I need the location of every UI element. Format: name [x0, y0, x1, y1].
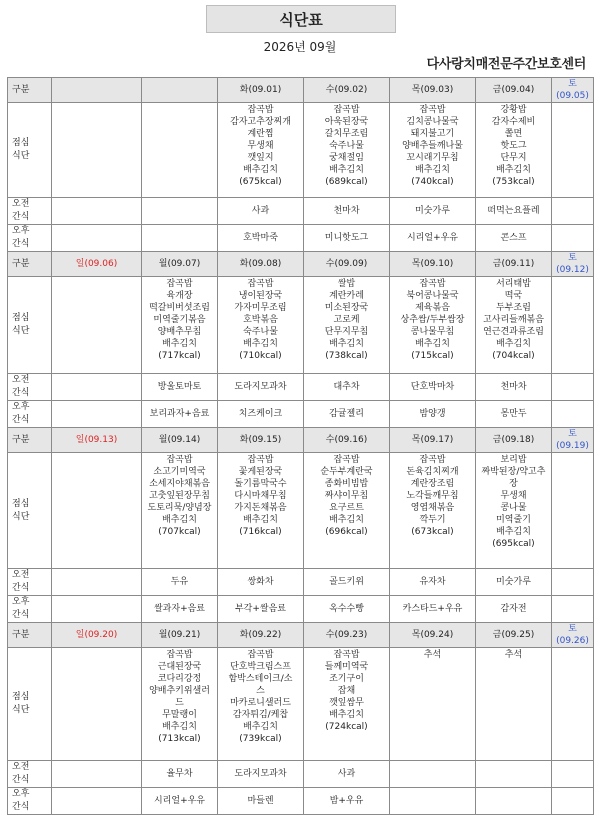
menu-item: 소고기미역국	[153, 467, 206, 477]
lunch-label: 점심 식단	[8, 277, 52, 374]
day-header: 토(09.12)	[552, 252, 594, 277]
pm-snack-cell: 부각+쌀음료	[218, 596, 304, 623]
day-header: 목(09.10)	[390, 252, 476, 277]
pm-snack-cell	[552, 788, 594, 815]
day-header: 목(09.17)	[390, 428, 476, 453]
lunch-menu-cell	[390, 103, 476, 198]
menu-item: 잡곡밥	[333, 650, 360, 660]
menu-item: 양배추무침	[157, 327, 202, 337]
menu-item: 강황밥	[500, 105, 527, 115]
menu-item: 다시마채무침	[234, 491, 287, 501]
menu-item: 잡곡밥	[166, 279, 193, 289]
am-snack-cell: 천마차	[476, 374, 552, 401]
week-header-row	[8, 78, 594, 103]
lunch-menu-cell	[390, 277, 476, 374]
lunch-menu-cell	[142, 453, 218, 569]
menu-item: (717kcal)	[158, 351, 201, 361]
day-header: 일(09.20)	[52, 623, 142, 648]
menu-item: 냉이된장국	[238, 291, 283, 301]
menu-item: (695kcal)	[492, 539, 535, 549]
menu-item: 잡곡밥	[333, 455, 360, 465]
lunch-menu-cell	[476, 103, 552, 198]
lunch-menu-cell	[142, 277, 218, 374]
menu-item: 콩나물	[500, 503, 527, 513]
menu-item: 잡곡밥	[419, 279, 446, 289]
menu-item: 코다리강정	[157, 674, 202, 684]
lunch-menu-cell	[552, 277, 594, 374]
lunch-menu-cell	[218, 103, 304, 198]
menu-item: (753kcal)	[492, 177, 535, 187]
menu-item: 잡곡밥	[333, 105, 360, 115]
menu-item: 배추김치	[243, 165, 278, 175]
pm-snack-cell: 보리과자+음료	[142, 401, 218, 428]
am-snack-cell: 두유	[142, 569, 218, 596]
day-header: 월(09.21)	[142, 623, 218, 648]
pm-snack-cell	[552, 225, 594, 252]
lunch-menu-cell	[476, 648, 552, 761]
menu-item: 떡국	[504, 291, 523, 301]
menu-item: 양배추키위샐러	[149, 686, 210, 696]
lunch-menu-cell	[552, 453, 594, 569]
menu-item: 고로케	[333, 315, 360, 325]
am-snack-row	[8, 761, 594, 788]
menu-item: 소세지야채볶음	[149, 479, 210, 489]
menu-item: 배추김치	[243, 722, 278, 732]
lunch-menu-cell	[552, 103, 594, 198]
day-header: 화(09.22)	[218, 623, 304, 648]
am-snack-cell: 방울토마토	[142, 374, 218, 401]
menu-item: 핫도그	[500, 141, 527, 151]
am-snack-cell	[476, 761, 552, 788]
menu-item: 김치콩나물국	[406, 117, 459, 127]
menu-item: 두부조림	[496, 303, 531, 313]
day-header: 화(09.08)	[218, 252, 304, 277]
menu-item: 스	[256, 686, 265, 696]
am-snack-cell: 단호박마차	[390, 374, 476, 401]
pm-snack-cell: 호박마죽	[218, 225, 304, 252]
lunch-row	[8, 648, 594, 761]
am-snack-cell	[52, 198, 142, 225]
menu-item: 돼지불고기	[410, 129, 455, 139]
am-snack-cell	[142, 198, 218, 225]
lunch-menu-cell	[304, 648, 390, 761]
lunch-menu-cell	[476, 277, 552, 374]
menu-item: 숙주나물	[329, 141, 364, 151]
lunch-menu-cell	[390, 648, 476, 761]
am-snack-label: 오전 간식	[8, 198, 52, 225]
day-header	[52, 78, 142, 103]
menu-item: 보리밥	[500, 455, 527, 465]
gubun-label: 구분	[8, 252, 52, 277]
menu-item: 북어콩나물국	[406, 291, 459, 301]
pm-snack-cell: 마들렌	[218, 788, 304, 815]
lunch-menu-cell	[142, 103, 218, 198]
menu-item: (675kcal)	[239, 177, 282, 187]
menu-item: 제육볶음	[415, 303, 450, 313]
am-snack-cell: 쌍화차	[218, 569, 304, 596]
lunch-menu-cell	[218, 277, 304, 374]
menu-item: 잡곡밥	[247, 105, 274, 115]
day-header: 월(09.14)	[142, 428, 218, 453]
pm-snack-cell	[552, 596, 594, 623]
am-snack-cell: 유자차	[390, 569, 476, 596]
menu-item: 꼬시래기무침	[406, 153, 459, 163]
pm-snack-cell	[52, 401, 142, 428]
week-header-row	[8, 252, 594, 277]
lunch-menu-cell	[304, 453, 390, 569]
menu-item: 단무지	[500, 153, 527, 163]
pm-snack-label: 오후 간식	[8, 401, 52, 428]
menu-item: (715kcal)	[411, 351, 454, 361]
lunch-menu-cell	[52, 453, 142, 569]
am-snack-label: 오전 간식	[8, 569, 52, 596]
menu-item: 도토리묵/양념장	[147, 503, 212, 513]
menu-item: 잡곡밥	[166, 455, 193, 465]
menu-item: 배추김치	[329, 339, 364, 349]
am-snack-cell: 율무차	[142, 761, 218, 788]
menu-item: 궁채절임	[329, 153, 364, 163]
pm-snack-cell: 콘스프	[476, 225, 552, 252]
menu-item: 배추김치	[496, 339, 531, 349]
menu-item: 배추김치	[243, 515, 278, 525]
day-header: 수(09.16)	[304, 428, 390, 453]
menu-item: 아욱된장국	[324, 117, 369, 127]
lunch-menu-cell	[52, 648, 142, 761]
lunch-row	[8, 103, 594, 198]
menu-item: 고춧잎된장무침	[149, 491, 210, 501]
am-snack-cell: 도라지모과차	[218, 374, 304, 401]
menu-item: 콩나물무침	[410, 327, 455, 337]
pm-snack-cell	[142, 225, 218, 252]
pm-snack-cell	[390, 788, 476, 815]
menu-item: 요구르트	[329, 503, 364, 513]
pm-snack-row	[8, 225, 594, 252]
menu-item: 양배추들깨나물	[402, 141, 463, 151]
menu-item: 감자튀김/케찹	[232, 710, 289, 720]
day-header: 월(09.07)	[142, 252, 218, 277]
menu-item: 돌기름막국수	[234, 479, 287, 489]
lunch-menu-cell	[390, 453, 476, 569]
menu-item: 꽃게된장국	[238, 467, 283, 477]
menu-item: 잡곡밥	[247, 650, 274, 660]
menu-item: (707kcal)	[158, 527, 201, 537]
organization-name: 다사랑치매전문주간보호센터	[426, 57, 586, 72]
menu-item: 미역줄기볶음	[153, 315, 206, 325]
menu-item: 잡곡밥	[247, 455, 274, 465]
lunch-menu-cell	[218, 453, 304, 569]
am-snack-cell	[52, 761, 142, 788]
am-snack-cell: 대추차	[304, 374, 390, 401]
menu-item: 배추김치	[496, 527, 531, 537]
am-snack-cell	[552, 374, 594, 401]
menu-item: 장	[509, 479, 518, 489]
pm-snack-label: 오후 간식	[8, 596, 52, 623]
pm-snack-cell: 몽만두	[476, 401, 552, 428]
menu-item: 미소된장국	[324, 303, 369, 313]
day-header: 수(09.02)	[304, 78, 390, 103]
menu-item: 잡채	[337, 686, 356, 696]
menu-item: 떡갈비버섯조림	[149, 303, 210, 313]
pm-snack-cell	[476, 788, 552, 815]
am-snack-cell: 미숫가루	[390, 198, 476, 225]
menu-item: 종화비빔밥	[324, 479, 369, 489]
am-snack-cell: 천마차	[304, 198, 390, 225]
am-snack-cell: 도라지모과차	[218, 761, 304, 788]
am-snack-cell: 사과	[218, 198, 304, 225]
lunch-menu-cell	[304, 277, 390, 374]
menu-item: 배추김치	[162, 339, 197, 349]
day-header: 금(09.25)	[476, 623, 552, 648]
menu-item: 짜박된장/약고추	[481, 467, 546, 477]
pm-snack-cell: 카스타드+우유	[390, 596, 476, 623]
day-header: 화(09.01)	[218, 78, 304, 103]
am-snack-cell	[52, 374, 142, 401]
lunch-menu-cell	[476, 453, 552, 569]
pm-snack-cell	[552, 401, 594, 428]
menu-item: 순두부계란국	[320, 467, 373, 477]
week-header-row	[8, 623, 594, 648]
menu-item: 추석	[504, 650, 523, 660]
am-snack-cell	[552, 761, 594, 788]
menu-item: 무생채	[247, 141, 274, 151]
menu-item: 짜샤이무침	[324, 491, 369, 501]
menu-item: (696kcal)	[325, 527, 368, 537]
pm-snack-row	[8, 788, 594, 815]
lunch-row	[8, 453, 594, 569]
menu-item: 영엽채볶음	[410, 503, 455, 513]
menu-item: 무말랭이	[162, 710, 197, 720]
pm-snack-cell: 쌀과자+음료	[142, 596, 218, 623]
day-header: 일(09.13)	[52, 428, 142, 453]
am-snack-cell: 떠먹는요플레	[476, 198, 552, 225]
pm-snack-cell	[52, 225, 142, 252]
menu-item: (689kcal)	[325, 177, 368, 187]
pm-snack-cell	[52, 596, 142, 623]
menu-item: 마카로니샐러드	[230, 698, 291, 708]
day-header	[142, 78, 218, 103]
menu-item: 계란카레	[329, 291, 364, 301]
pm-snack-cell: 밤양갱	[390, 401, 476, 428]
menu-item: 감자수제비	[491, 117, 536, 127]
menu-item: 드	[175, 698, 184, 708]
pm-snack-cell: 시리얼+우유	[390, 225, 476, 252]
menu-item: (724kcal)	[325, 722, 368, 732]
gubun-label: 구분	[8, 428, 52, 453]
menu-month: 2026년 09월	[263, 40, 337, 54]
lunch-menu-cell	[304, 103, 390, 198]
menu-item: 잡곡밥	[419, 455, 446, 465]
am-snack-cell: 사과	[304, 761, 390, 788]
lunch-label: 점심 식단	[8, 453, 52, 569]
week-header-row	[8, 428, 594, 453]
meal-plan-table	[7, 77, 594, 815]
day-header: 토(09.26)	[552, 623, 594, 648]
pm-snack-cell: 밤+우유	[304, 788, 390, 815]
menu-item: 깻잎쌈무	[329, 698, 364, 708]
am-snack-label: 오전 간식	[8, 761, 52, 788]
pm-snack-cell: 미니핫도그	[304, 225, 390, 252]
day-header: 화(09.15)	[218, 428, 304, 453]
gubun-label: 구분	[8, 623, 52, 648]
menu-item: (704kcal)	[492, 351, 535, 361]
pm-snack-cell	[52, 788, 142, 815]
lunch-label: 점심 식단	[8, 103, 52, 198]
am-snack-cell	[552, 198, 594, 225]
am-snack-cell	[390, 761, 476, 788]
menu-item: 잡곡밥	[247, 279, 274, 289]
menu-item: 연근견과류조림	[483, 327, 544, 337]
lunch-menu-cell	[218, 648, 304, 761]
menu-item: 계란장조림	[410, 479, 455, 489]
pm-snack-label: 오후 간식	[8, 788, 52, 815]
lunch-row	[8, 277, 594, 374]
menu-item: 배추김치	[329, 710, 364, 720]
menu-item: 고사리들깨볶음	[483, 315, 544, 325]
am-snack-row	[8, 198, 594, 225]
lunch-label: 점심 식단	[8, 648, 52, 761]
am-snack-cell	[52, 569, 142, 596]
page-title: 식단표	[206, 5, 396, 33]
menu-item: (713kcal)	[158, 734, 201, 744]
menu-item: 배추김치	[243, 339, 278, 349]
day-header: 토(09.19)	[552, 428, 594, 453]
menu-item: 잡곡밥	[419, 105, 446, 115]
day-header: 토(09.05)	[552, 78, 594, 103]
menu-item: (716kcal)	[239, 527, 282, 537]
day-header: 목(09.03)	[390, 78, 476, 103]
lunch-menu-cell	[52, 277, 142, 374]
menu-item: 배추김치	[496, 165, 531, 175]
menu-item: 깻잎지	[247, 153, 274, 163]
menu-item: 배추김치	[329, 515, 364, 525]
menu-item: 조기구이	[329, 674, 364, 684]
menu-item: (738kcal)	[325, 351, 368, 361]
pm-snack-cell: 시리얼+우유	[142, 788, 218, 815]
menu-item: 가지돈채볶음	[234, 503, 287, 513]
menu-item: 호박볶음	[243, 315, 278, 325]
menu-item: 함박스테이크/소	[228, 674, 293, 684]
day-header: 금(09.18)	[476, 428, 552, 453]
menu-item: 단호박크림스프	[230, 662, 291, 672]
menu-item: 노각들깨무침	[406, 491, 459, 501]
menu-item: 가자미무조림	[234, 303, 287, 313]
menu-item: 배추김치	[415, 339, 450, 349]
pm-snack-label: 오후 간식	[8, 225, 52, 252]
menu-item: (673kcal)	[411, 527, 454, 537]
am-snack-label: 오전 간식	[8, 374, 52, 401]
menu-item: 깍두기	[419, 515, 446, 525]
day-header: 목(09.24)	[390, 623, 476, 648]
am-snack-cell: 미숫가루	[476, 569, 552, 596]
menu-item: 돈육김치찌개	[406, 467, 459, 477]
gubun-label: 구분	[8, 78, 52, 103]
menu-item: 서리태밥	[496, 279, 531, 289]
menu-item: 추석	[423, 650, 442, 660]
menu-item: 배추김치	[329, 165, 364, 175]
day-header: 수(09.09)	[304, 252, 390, 277]
lunch-menu-cell	[52, 103, 142, 198]
day-header: 수(09.23)	[304, 623, 390, 648]
menu-item: 근대된장국	[157, 662, 202, 672]
am-snack-cell: 골드키위	[304, 569, 390, 596]
menu-item: (710kcal)	[239, 351, 282, 361]
menu-item: 상추쌈/두부쌈장	[400, 315, 465, 325]
menu-item: 숙주나물	[243, 327, 278, 337]
am-snack-row	[8, 569, 594, 596]
day-header: 일(09.06)	[52, 252, 142, 277]
menu-item: 갈치무조림	[324, 129, 369, 139]
menu-item: 무생채	[500, 491, 527, 501]
menu-item: 배추김치	[162, 515, 197, 525]
day-header: 금(09.11)	[476, 252, 552, 277]
menu-item: (740kcal)	[411, 177, 454, 187]
menu-item: 쌀밥	[337, 279, 356, 289]
am-snack-cell	[552, 569, 594, 596]
pm-snack-cell: 치즈케이크	[218, 401, 304, 428]
menu-item: 배추김치	[162, 722, 197, 732]
pm-snack-cell: 옥수수빵	[304, 596, 390, 623]
pm-snack-cell: 감귤젤리	[304, 401, 390, 428]
menu-item: 육개장	[166, 291, 193, 301]
menu-item: 잡곡밥	[166, 650, 193, 660]
pm-snack-row	[8, 596, 594, 623]
menu-item: 단무지무침	[324, 327, 369, 337]
pm-snack-cell: 감자전	[476, 596, 552, 623]
menu-item: 쫄면	[504, 129, 523, 139]
menu-item: 들께미역국	[324, 662, 369, 672]
menu-item: (739kcal)	[239, 734, 282, 744]
menu-item: 감자고추장찌개	[230, 117, 291, 127]
menu-item: 배추김치	[415, 165, 450, 175]
pm-snack-row	[8, 401, 594, 428]
menu-item: 계란찜	[247, 129, 274, 139]
menu-item: 미역줄기	[496, 515, 531, 525]
day-header: 금(09.04)	[476, 78, 552, 103]
lunch-menu-cell	[552, 648, 594, 761]
lunch-menu-cell	[142, 648, 218, 761]
am-snack-row	[8, 374, 594, 401]
